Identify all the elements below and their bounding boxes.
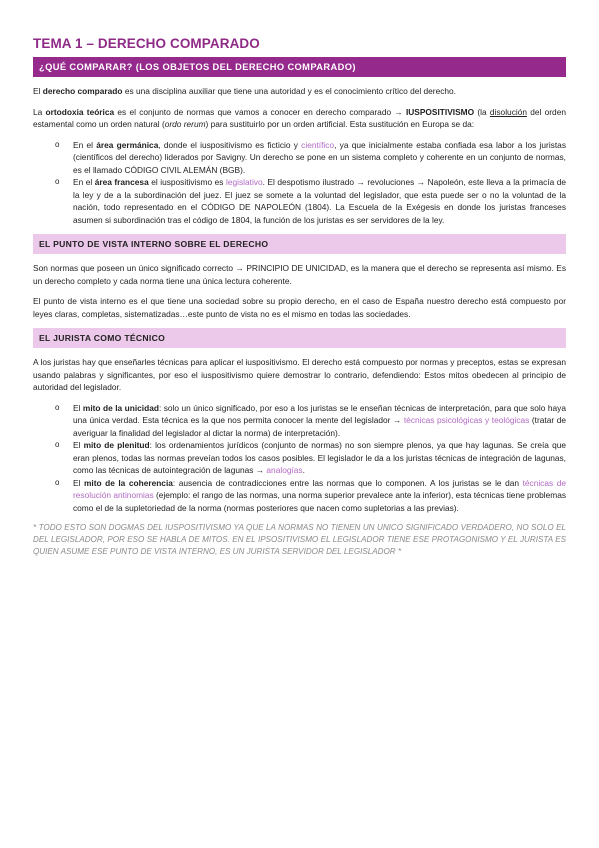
bold-term: área germánica xyxy=(96,139,159,150)
section-heading-jurista-tecnico: EL JURISTA COMO TÉCNICO xyxy=(33,328,566,348)
bold-term: IUSPOSITIVISMO xyxy=(405,106,475,117)
section-heading-que-comparar: ¿QUÉ COMPARAR? (LOS OBJETOS DEL DERECHO COMPARADO) xyxy=(33,57,566,77)
bullet-icon: o xyxy=(55,177,60,186)
paragraph-juristas: A los juristas hay que enseñarles técnicas para aplicar el iuspositivismo. El derecho está compuesto por normas y preceptos, estas se expresan usando palabras y significantes, por eso el iuspositivismo quiere demostrar lo contrario, defendiendo: Estos mitos obedecen al principio de autoridad del legislador. xyxy=(33,357,566,392)
highlighted-term: analogías xyxy=(266,465,303,475)
paragraph-unicidad: Son normas que poseen un único significado correcto → PRINCIPIO DE UNICIDAD, es la manera que el derecho se representa así mismo. Es un derecho completo y cada norma tiene una única lectura coherente. xyxy=(33,263,566,286)
text-run: es el conjunto de normas que vamos a conocer en derecho comparado → xyxy=(114,106,406,117)
bullet-icon: o xyxy=(55,402,60,412)
bold-term: derecho comparado xyxy=(42,86,123,96)
bold-term: ortodoxia teórica xyxy=(45,106,115,117)
bold-term: mito de la unicidad xyxy=(82,402,159,413)
text-run: : ausencia de contradicciones entre las normas que lo componen. A los juristas se le dan xyxy=(172,477,523,488)
text-run: (la xyxy=(474,106,490,117)
text-run: (ejemplo: el rango de las normas, una norma superior prevalece ante la inferior), esta técnicas tiene problemas como el de la supletoriedad de la norma (normas posteriores que nacen como supletorias a las previas). xyxy=(73,490,567,513)
paragraph-ortodoxia xyxy=(33,106,566,131)
text-run: En el xyxy=(73,139,97,150)
bold-term: mito de plenitud xyxy=(83,440,150,450)
paragraph-punto-vista-interno: El punto de vista interno es el que tiene una sociedad sobre su propio derecho, en el caso de España nuestro derecho está compuesto por leyes claras, completas, sistematizadas…este punto de vista no es el mismo en todas las sociedades. xyxy=(33,296,566,319)
text-run: , donde el iuspositivismo es ficticio y xyxy=(158,139,302,150)
text-run: ) para sustituirlo por un orden artificial. Esta sustitución en Europa se da: xyxy=(205,119,475,129)
bullet-icon: o xyxy=(55,440,60,449)
text-run: El xyxy=(73,477,84,488)
list-item xyxy=(55,439,566,477)
list-item xyxy=(55,139,566,177)
highlighted-term: técnicas psicológicas y teológicas xyxy=(403,415,530,425)
text-run: es una disciplina auxiliar que tiene una autoridad y es el conocimiento crítico del derecho. xyxy=(122,86,457,96)
text-run: el iuspositivismo es xyxy=(148,177,226,187)
underlined-term: disolución xyxy=(489,106,527,117)
bullet-icon: o xyxy=(55,477,60,487)
section-heading-punto-de-vista: EL PUNTO DE VISTA INTERNO SOBRE EL DERECHO xyxy=(33,234,566,254)
highlighted-term: técnicas de resolución antinomias xyxy=(73,477,566,500)
closing-note: * TODO ESTO SON DOGMAS DEL IUSPOSITIVISMO YA QUE LA NORMAS NO TIENEN UN UNICO SIGNIFICADO VERDADERO, NO SOLO EL DEL LEGISLADOR, POR ESO SE HABLA DE MITOS. EN EL IPSOSITIVISMO EL LEGISLADOR TIENE ESE PROTAGONISMO Y EL JURISTA ES QUIEN ASUME ESE PUNTO DE VISTA INTERNO, ES UN JURISTA SERVIDOR DEL LEGISLADOR * xyxy=(33,523,566,556)
bold-term: área francesa xyxy=(94,177,149,187)
text-run: : solo un único significado, por eso a los juristas se le enseñan técnicas de interpretación, para que solo haya una única verdad. Esta técnica es la que nos permita conocer la mente del legislador → xyxy=(73,402,566,425)
highlighted-term: legislativo xyxy=(225,177,263,187)
text-run: El xyxy=(33,86,43,96)
list-item xyxy=(55,477,567,515)
text-run: La xyxy=(33,106,46,117)
text-run: El xyxy=(73,402,83,413)
list-item xyxy=(55,176,566,226)
list-item xyxy=(55,402,566,440)
italic-term: ordo rerum xyxy=(164,119,206,129)
highlighted-term: científico xyxy=(301,139,335,150)
text-run: El xyxy=(73,440,84,450)
text-run: (tratar de averiguar la finalidad del legislador al dictar la norma) de interpretación). xyxy=(73,415,566,438)
text-run: : los ordenamientos jurídicos (conjunto de normas) no son siempre plenos, ya que hay lagunas. Se creía que eran plenos, todas las normas preveían todos los casos posibles. El legislador le da a los juristas técnicas de integración de lagunas, como las técnicas de autointegración de lagunas → xyxy=(73,440,566,475)
text-run: . xyxy=(302,465,305,475)
text-run: . El despotismo ilustrado → revoluciones → Napoleón, este lleva a la primacía de la ley y de a la subordinación del juez. El juez se somete a la voluntad del legislador, que esta puede ser o no la voluntad de la nación, todo representado en el CÓDIGO DE NAPOLEÓN (1804). La Escuela de la Exégesis en donde los juristas franceses asumen si subordinación tras el código de 1804, la función de los juristas es ser servidores de la ley. xyxy=(73,177,566,225)
page-title: TEMA 1 – DERECHO COMPARADO xyxy=(33,36,260,51)
bullet-list-mitos xyxy=(33,402,566,515)
text-run: , ya que inicialmente estaba confiada esa labor a los juristas (científicos del derecho) liderados por Savigny. Un derecho se pone en un sistema completo y coherente en un conjunto de normas, es el llamado CÓDIGO CIVIL ALEMÁN (BGB). xyxy=(73,139,566,175)
bullet-list-areas xyxy=(33,139,566,227)
bold-term: mito de la coherencia xyxy=(83,477,173,488)
text-run: En el xyxy=(73,177,95,187)
text-run: del orden estamental como un orden natural ( xyxy=(33,106,566,129)
paragraph-derecho-comparado xyxy=(33,85,566,98)
bullet-icon: o xyxy=(55,139,60,149)
